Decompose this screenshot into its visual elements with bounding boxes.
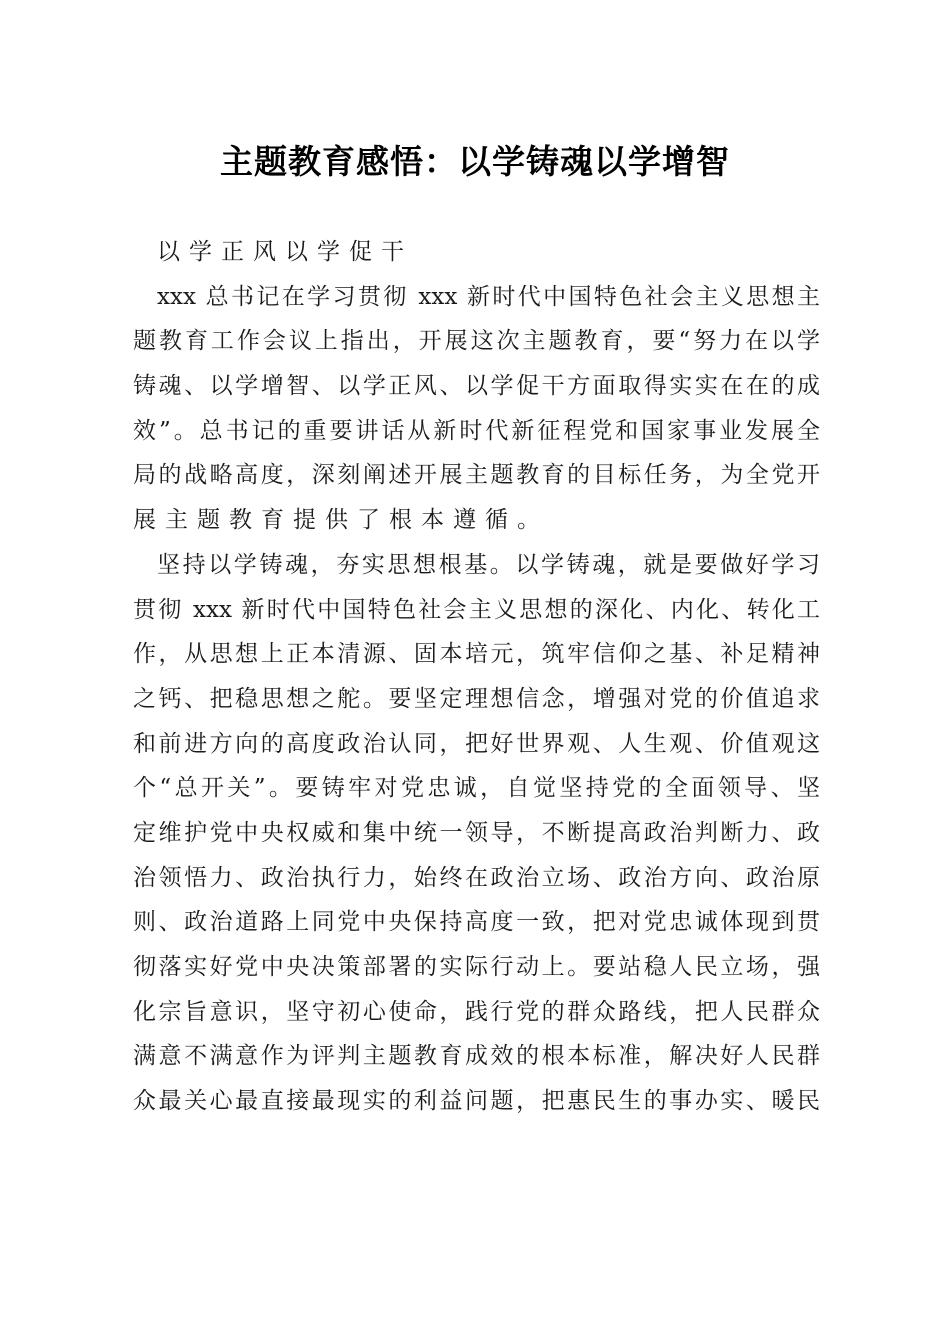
paragraph-line: 坚持以学铸魂，夯实思想根基。以学铸魂，就是要做好学习 xyxy=(157,551,820,578)
paragraph-line: 治领悟力、政治执行力，始终在政治立场、政治方向、政治原 xyxy=(133,864,820,891)
document-body xyxy=(133,230,820,1124)
paragraph-1 xyxy=(133,275,820,543)
paragraph-line: 和前进方向的高度政治认同，把好世界观、人生观、价值观这 xyxy=(133,730,820,757)
paragraph-line: 铸魂、以学增智、以学正风、以学促干方面取得实实在在的成 xyxy=(133,373,820,400)
paragraph-line: 之钙、把稳思想之舵。要坚定理想信念，增强对党的价值追求 xyxy=(133,685,820,712)
paragraph-line: 效”。总书记的重要讲话从新时代新征程党和国家事业发展全 xyxy=(133,417,820,444)
paragraph-line: 众最关心最直接最现实的利益问题，把惠民生的事办实、暖民 xyxy=(133,1088,820,1115)
paragraph-2 xyxy=(133,543,820,1124)
paragraph-line: 个“总开关”。要铸牢对党忠诚，自觉坚持党的全面领导、坚 xyxy=(133,775,820,802)
document-title: 主题教育感悟：以学铸魂以学增智 xyxy=(220,142,730,181)
paragraph-line: 彻落实好党中央决策部署的实际行动上。要站稳人民立场，强 xyxy=(133,954,820,980)
paragraph-line: 定维护党中央权威和集中统一领导，不断提高政治判断力、政 xyxy=(133,819,820,846)
paragraph-line: 展主题教育提供了根本遵循。 xyxy=(133,507,549,534)
paragraph-line: 局的战略高度，深刻阐述开展主题教育的目标任务，为全党开 xyxy=(133,462,820,489)
paragraph-line: 题教育工作会议上指出，开展这次主题教育，要“努力在以学 xyxy=(133,328,820,355)
paragraph-line: 化宗旨意识，坚守初心使命，践行党的群众路线，把人民群众 xyxy=(133,998,820,1025)
paragraph-line: 作，从思想上正本清源、固本培元，筑牢信仰之基、补足精神 xyxy=(133,641,820,668)
section-subheading: 以学正风以学促干 xyxy=(157,239,413,265)
paragraph-line: xxx 总书记在学习贯彻 xxx 新时代中国特色社会主义思想主 xyxy=(157,283,820,310)
paragraph-line: 贯彻 xxx 新时代中国特色社会主义思想的深化、内化、转化工 xyxy=(133,596,820,623)
paragraph-line: 满意不满意作为评判主题教育成效的根本标准，解决好人民群 xyxy=(133,1043,820,1070)
paragraph-line: 则、政治道路上同党中央保持高度一致，把对党忠诚体现到贯 xyxy=(133,909,820,936)
